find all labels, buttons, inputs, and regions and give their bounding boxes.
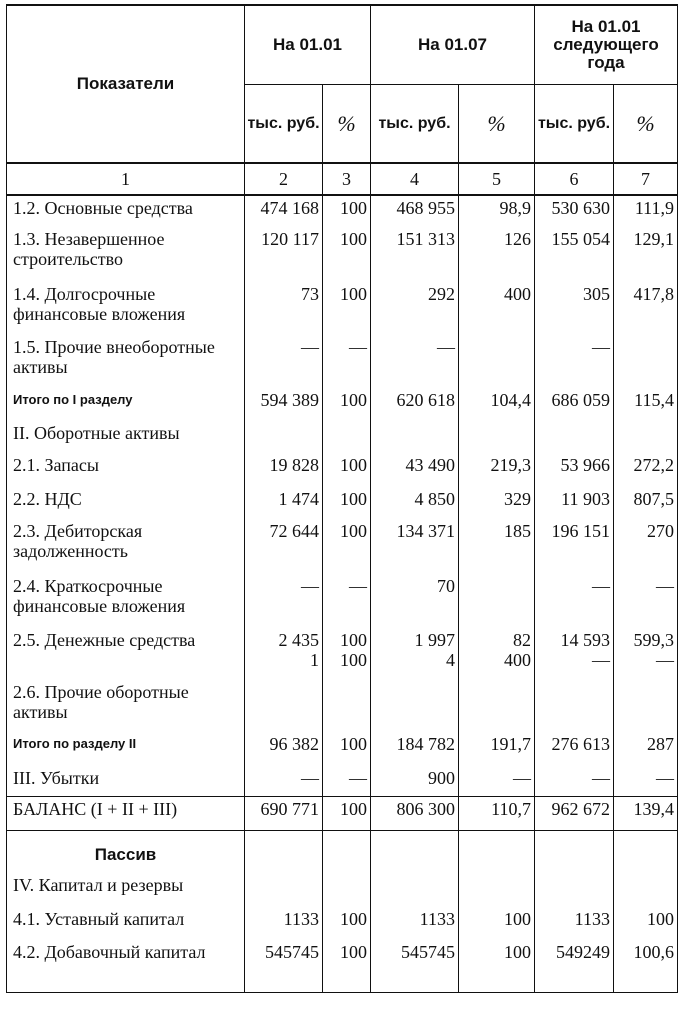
row-label: 4.1. Уставный капитал [7,907,245,940]
row-cell [535,421,614,453]
row-cell [371,421,459,453]
row-cell: 129,1 [614,227,678,282]
row-cell: 126 [459,227,535,282]
row-cell: 53 966 [535,453,614,487]
row-cell: 1133 [535,907,614,940]
row-cell: 620 618 [371,388,459,421]
table-row [7,227,678,282]
row-label: Итого по I разделу [7,388,245,421]
column-number: 3 [323,163,371,195]
row-cell: 2 435 1 [245,628,323,680]
row-cell: — [614,574,678,628]
row-label: 1.5. Прочие внеоборотные активы [7,335,245,388]
row-cell [323,830,371,873]
column-number: 1 [7,163,245,195]
unit-pct-header: % [614,85,678,164]
row-cell: — [245,335,323,388]
row-cell: 111,9 [614,195,678,227]
row-cell: 100 [323,519,371,574]
balance-table-page [6,4,677,993]
row-cell: 115,4 [614,388,678,421]
row-cell [614,830,678,873]
row-cell [459,830,535,873]
row-cell: 530 630 [535,195,614,227]
table-row [7,519,678,574]
row-cell: 100 [323,388,371,421]
row-cell [459,421,535,453]
row-cell: 1 997 4 [371,628,459,680]
row-cell: 100 100 [323,628,371,680]
row-cell: 468 955 [371,195,459,227]
row-cell [459,574,535,628]
row-cell: — [535,335,614,388]
row-cell: 14 593 — [535,628,614,680]
row-cell: 545745 [245,940,323,992]
row-cell [245,680,323,732]
row-cell [323,873,371,907]
row-cell: — [245,766,323,796]
row-cell: — [323,766,371,796]
row-cell: 400 [459,282,535,335]
indicators-header: Показатели [7,5,245,163]
row-cell [245,873,323,907]
row-cell: 417,8 [614,282,678,335]
row-cell: 73 [245,282,323,335]
unit-amount-header: тыс. руб. [245,85,323,164]
row-cell: 100 [323,227,371,282]
row-label: Итого по разделу II [7,732,245,766]
row-cell: 151 313 [371,227,459,282]
table-row [7,574,678,628]
row-cell [614,873,678,907]
row-cell: 599,3 — [614,628,678,680]
column-number: 6 [535,163,614,195]
row-cell [245,421,323,453]
row-label: II. Оборотные активы [7,421,245,453]
row-label: 2.3. Дебиторская задолженность [7,519,245,574]
unit-pct-header: % [323,85,371,164]
table-row [7,830,678,873]
row-cell: 305 [535,282,614,335]
row-cell [614,680,678,732]
row-cell [371,830,459,873]
row-cell: 100 [323,282,371,335]
row-cell: 155 054 [535,227,614,282]
row-cell [459,680,535,732]
table-row [7,796,678,830]
row-cell: 19 828 [245,453,323,487]
row-cell [371,680,459,732]
row-label: 2.6. Прочие оборотные активы [7,680,245,732]
row-cell: 270 [614,519,678,574]
row-cell: — [535,574,614,628]
balance-table [6,4,678,993]
row-cell: 196 151 [535,519,614,574]
row-label: 2.4. Краткосрочные финансовые вложения [7,574,245,628]
column-number: 2 [245,163,323,195]
row-cell [535,830,614,873]
row-cell [245,830,323,873]
row-cell: 1133 [245,907,323,940]
row-label: 1.4. Долгосрочные финансовые вложения [7,282,245,335]
row-label: БАЛАНС (I + II + III) [7,796,245,830]
row-cell: 100 [614,907,678,940]
row-cell: 100 [323,796,371,830]
row-cell: 100 [459,907,535,940]
row-cell: 272,2 [614,453,678,487]
row-cell: 100 [323,195,371,227]
section-title: Пассив [7,830,245,873]
table-row [7,335,678,388]
period2-header: На 01.07 [371,5,535,85]
row-label: 4.2. Добавочный капитал [7,940,245,992]
row-label: III. Убытки [7,766,245,796]
row-cell [459,335,535,388]
row-cell [614,421,678,453]
row-cell: 104,4 [459,388,535,421]
table-row [7,680,678,732]
row-label: 1.3. Незавершенное строительство [7,227,245,282]
row-cell: — [323,335,371,388]
unit-pct-header: % [459,85,535,164]
row-cell: — [614,766,678,796]
row-cell: 329 [459,487,535,519]
row-cell: 110,7 [459,796,535,830]
row-cell: 219,3 [459,453,535,487]
table-row [7,282,678,335]
row-cell: 184 782 [371,732,459,766]
row-label: 2.1. Запасы [7,453,245,487]
row-label: 1.2. Основные средства [7,195,245,227]
row-cell: 962 672 [535,796,614,830]
row-cell: 185 [459,519,535,574]
table-row [7,453,678,487]
row-cell: 100 [323,732,371,766]
column-number: 5 [459,163,535,195]
table-row [7,732,678,766]
row-cell [323,680,371,732]
row-cell: 545745 [371,940,459,992]
row-cell: 11 903 [535,487,614,519]
row-cell: 43 490 [371,453,459,487]
table-row [7,388,678,421]
row-cell [459,873,535,907]
row-cell: 1 474 [245,487,323,519]
row-cell: 292 [371,282,459,335]
row-cell: 4 850 [371,487,459,519]
row-cell: 82 400 [459,628,535,680]
unit-amount-header: тыс. руб. [535,85,614,164]
table-row [7,628,678,680]
row-cell: 276 613 [535,732,614,766]
row-cell: 134 371 [371,519,459,574]
row-cell: 806 300 [371,796,459,830]
table-row [7,907,678,940]
table-row [7,873,678,907]
row-cell: — [371,335,459,388]
row-cell: — [535,766,614,796]
row-cell: 70 [371,574,459,628]
row-cell: 594 389 [245,388,323,421]
table-row [7,421,678,453]
table-row [7,766,678,796]
row-cell: 120 117 [245,227,323,282]
row-cell [535,873,614,907]
row-cell: 1133 [371,907,459,940]
table-row [7,487,678,519]
row-cell [323,421,371,453]
row-cell: 100 [323,940,371,992]
unit-amount-header: тыс. руб. [371,85,459,164]
row-cell: 474 168 [245,195,323,227]
row-cell: 686 059 [535,388,614,421]
row-cell: 96 382 [245,732,323,766]
row-cell: 139,4 [614,796,678,830]
row-cell: 100,6 [614,940,678,992]
row-cell: 690 771 [245,796,323,830]
row-cell: 100 [323,487,371,519]
row-cell: 100 [323,907,371,940]
row-cell [614,335,678,388]
row-cell: 100 [459,940,535,992]
row-cell [371,873,459,907]
column-number: 7 [614,163,678,195]
table-row [7,195,678,227]
row-cell: 98,9 [459,195,535,227]
row-cell: 900 [371,766,459,796]
row-cell [535,680,614,732]
row-cell: — [323,574,371,628]
row-cell: 100 [323,453,371,487]
table-row [7,940,678,992]
row-cell: 72 644 [245,519,323,574]
column-number: 4 [371,163,459,195]
row-cell: 549249 [535,940,614,992]
period1-header: На 01.01 [245,5,371,85]
row-label: 2.2. НДС [7,487,245,519]
row-label: IV. Капитал и резервы [7,873,245,907]
row-cell: 287 [614,732,678,766]
row-cell: — [245,574,323,628]
row-cell: 191,7 [459,732,535,766]
row-cell: 807,5 [614,487,678,519]
period3-header: На 01.01 следующего года [535,5,678,85]
row-cell: — [459,766,535,796]
row-label: 2.5. Денежные средства [7,628,245,680]
